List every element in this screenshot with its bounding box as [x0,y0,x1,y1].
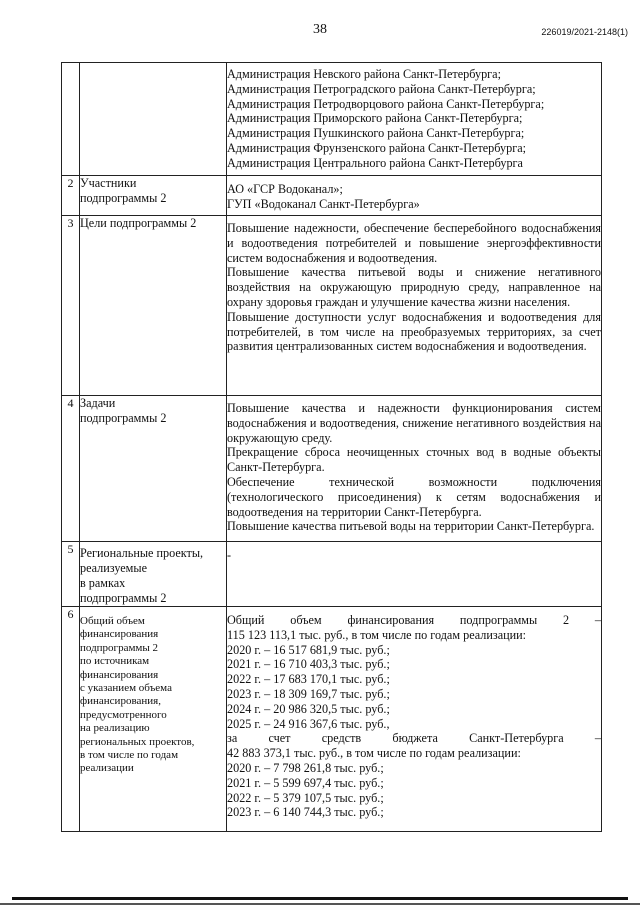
task-paragraph: Обеспечение технической возможности подключения (технологического присоединения) к сетям водоснабжения и водоотведения на территории Санкт-Петербурга. [227,474,601,519]
table-row-funding [62,607,602,832]
executor-line: Администрация Приморского района Санкт-Петербурга; [227,111,523,126]
row-number: 4 [62,396,80,542]
label-line: в рамках [80,576,126,590]
row-label-cell [80,63,227,176]
row-value-cell [227,63,602,176]
label-line: Региональные проекты, [80,546,204,560]
label-line: Участники [80,176,137,190]
task-paragraph: Прекращение сброса неочищенных сточных вод в водные объекты Санкт-Петербурга. [227,445,601,475]
task-paragraph: Повышение качества питьевой воды на территории Санкт-Петербурга. [227,519,595,534]
label-line: финансирования [80,668,159,681]
document-id: 226019/2021-2148(1) [541,27,628,37]
row-label [80,176,227,216]
row-number: 2 [62,176,80,216]
label-line: финансирования [80,628,159,641]
label-line: предусмотренного [80,708,167,721]
funding-line: 2020 г. – 7 798 261,8 тыс. руб.; [227,760,384,775]
funding-line: 2022 г. – 17 683 170,1 тыс. руб.; [227,672,390,687]
table-row-tasks [62,396,602,542]
row-label [80,396,227,542]
participant-line: АО «ГСР Водоканал»; [227,182,343,196]
label-line: региональных проектов, [80,735,195,748]
page-number: 38 [313,22,327,37]
funding-line: 2020 г. – 16 517 681,9 тыс. руб.; [227,642,390,657]
label-line: финансирования, [80,695,161,708]
label-line: по источникам [80,655,150,668]
row-label [80,542,227,607]
participant-line: ГУП «Водоканал Санкт-Петербурга» [227,196,420,211]
executor-line: Администрация Пушкинского района Санкт-Петербурга; [227,126,525,141]
label-line: реализуемые [80,561,147,575]
table-row-participants [62,176,602,216]
row-value [227,176,602,216]
funding-line: 2021 г. – 16 710 403,3 тыс. руб.; [227,657,390,672]
label-line: Задачи [80,396,116,410]
executor-line: Администрация Фрунзенского района Санкт-Петербурга; [227,140,526,155]
goal-paragraph: Повышение доступности услуг водоснабжения и водоотведения для потребителей, в том числе на преобразуемых территориях, за счет развития централизованных систем водоснабжения и водоотведения. [227,309,601,354]
funding-line: за счет средств бюджета Санкт-Петербурга – [227,731,601,746]
scan-edge-shadow [12,897,628,900]
executor-line: Администрация Центрального района Санкт-Петербурга [227,155,523,170]
row-label [80,607,227,832]
funding-line: 115 123 113,1 тыс. руб., в том числе по годам реализации: [227,627,527,642]
row-value [227,607,602,832]
row-value: - [227,542,602,607]
funding-line: 2021 г. – 5 599 697,4 тыс. руб.; [227,775,384,790]
funding-line: 2022 г. – 5 379 107,5 тыс. руб.; [227,790,384,805]
label-line: в том числе по годам [80,749,179,762]
funding-line: 2024 г. – 20 986 320,5 тыс. руб.; [227,701,390,716]
label-line: с указанием объема [80,682,172,695]
row-number: 6 [62,607,80,832]
row-number: 3 [62,216,80,396]
executor-line: Администрация Невского района Санкт-Петербурга; [227,67,501,81]
table-row-regional-projects [62,542,602,607]
row-number-cell [62,63,80,176]
row-value [227,216,602,396]
goal-paragraph: Повышение надежности, обеспечение бесперебойного водоснабжения и водоотведения потребителей и повышение энергоэффективности систем водоснабжения и водоотведения. [227,221,601,265]
row-value [227,396,602,542]
task-paragraph: Повышение качества и надежности функционирования систем водоснабжения и водоотведения, снижение негативного воздействия на окружающую среду. [227,401,601,445]
row-label [80,216,227,396]
subprogram-passport-table [61,62,602,832]
funding-line: Общий объем финансирования подпрограммы 2 – [227,613,601,627]
goal-paragraph: Повышение качества питьевой воды и снижение негативного воздействия на окружающую природную среду, направленное на охрану здоровья граждан и улучшение качества жизни населения. [227,265,601,309]
label-line: на реализацию [80,722,150,735]
label-line: Цели подпрограммы 2 [80,216,197,230]
label-line: подпрограммы 2 [80,591,167,605]
label-line: реализации [80,762,134,775]
label-line: подпрограммы 2 [80,191,167,205]
label-line: подпрограммы 2 [80,641,159,654]
funding-line: 2023 г. – 6 140 744,3 тыс. руб.; [227,805,384,820]
table-row-goals [62,216,602,396]
executor-line: Администрация Петродворцового района Санкт-Петербурга; [227,96,545,111]
row-number: 5 [62,542,80,607]
table-row-continuation [62,63,602,176]
label-line: Общий объем [80,615,145,627]
funding-line: 42 883 373,1 тыс. руб., в том числе по годам реализации: [227,746,521,761]
label-line: подпрограммы 2 [80,411,167,425]
funding-line: 2025 г. – 24 916 367,6 тыс. руб., [227,716,390,731]
executor-line: Администрация Петроградского района Санкт-Петербурга; [227,81,536,96]
funding-line: 2023 г. – 18 309 169,7 тыс. руб.; [227,686,390,701]
